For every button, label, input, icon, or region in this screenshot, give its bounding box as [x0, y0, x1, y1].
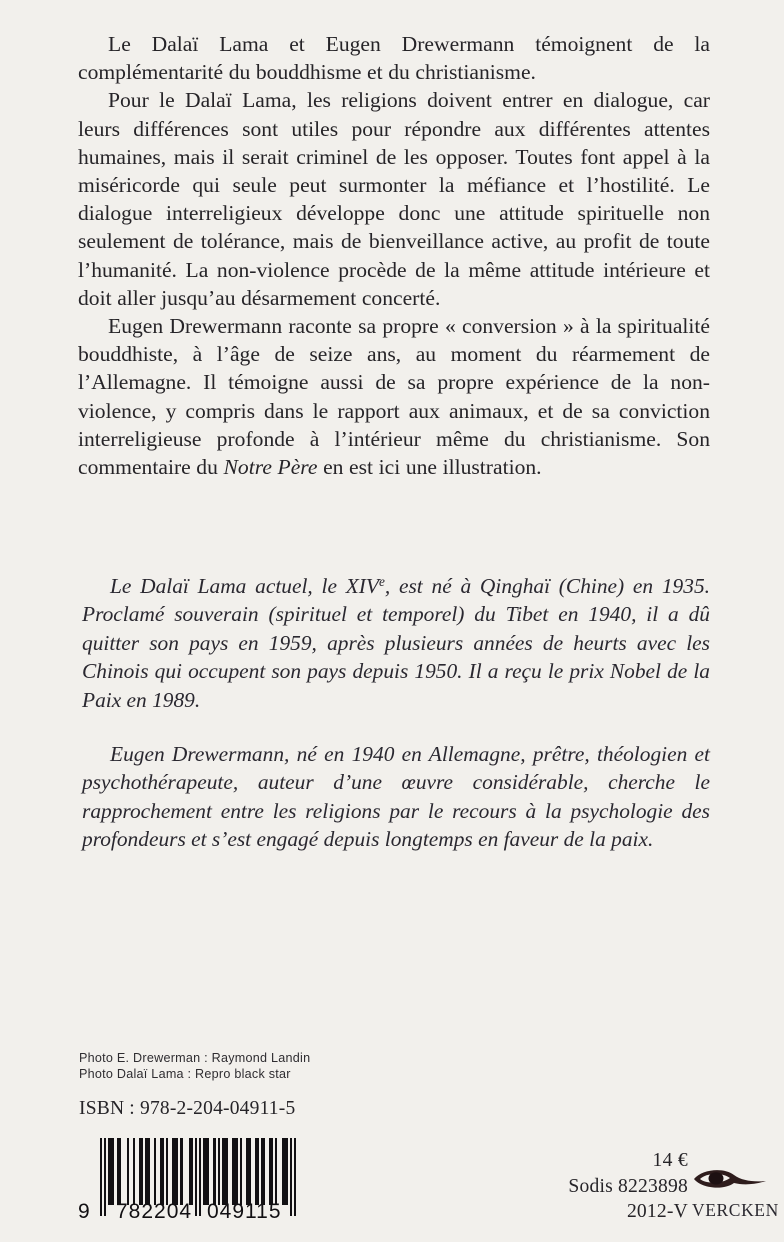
photo-credits — [79, 1050, 310, 1083]
biography-dalai-lama — [82, 572, 710, 714]
blurb-paragraph-3-text-after: en est ici une illustration. — [317, 455, 542, 480]
blurb-paragraph-3 — [78, 312, 710, 481]
sodis-code: Sodis 8223898 — [568, 1175, 688, 1197]
barcode-right-group: 049115 — [207, 1200, 282, 1223]
publisher-info — [568, 1148, 688, 1225]
imprint-name: VERCKEN — [692, 1200, 779, 1220]
ordinal-suffix: e — [378, 574, 385, 590]
barcode-digits — [78, 1200, 297, 1228]
ean13-barcode — [78, 1138, 297, 1234]
isbn-line: ISBN : 978-2-204-04911-5 — [79, 1098, 296, 1119]
biography-section — [82, 572, 710, 854]
edition-reference: 2012-V — [626, 1201, 688, 1223]
barcode-lead-digit: 9 — [78, 1200, 91, 1223]
blurb-paragraph-1: Le Dalaï Lama et Eugen Drewermann témoignent de la complémentarité du bouddhisme et du christianisme. — [78, 32, 710, 85]
biography-drewermann: Eugen Drewermann, né en 1940 en Allemagne, prêtre, théologien et psychothérapeute, auteur d’une œuvre considérable, cherche le rapprochement entre les religions par le recours à la psychologie des profondeurs et s’est engagé depuis longtemps en faveur de la paix. — [82, 742, 710, 852]
biography-dalai-lama-part2: , est né à Qinghaï (Chine) en 1935. Proclamé souverain (spirituel et temporel) du Tibet en 1940, il a dû quitter son pays en 1959, après plusieurs années de heurts avec les Chinois qui occupent son pays depuis 1950. Il a reçu le prix Nobel de la Paix en 1989. — [82, 574, 710, 712]
blurb-section — [78, 30, 710, 481]
price-label: 14 € — [652, 1150, 688, 1171]
photo-credit-dalai-lama: Photo Dalaï Lama : Repro black star — [79, 1067, 291, 1082]
eye-logo — [690, 1164, 768, 1194]
biography-dalai-lama-part1: Le Dalaï Lama actuel, le XIV — [110, 574, 379, 598]
work-title-notre-pere: Notre Père — [223, 455, 318, 480]
publisher-logo-block — [690, 1158, 778, 1230]
photo-credit-drewerman: Photo E. Drewerman : Raymond Landin — [79, 1051, 311, 1065]
blurb-paragraph-2: Pour le Dalaï Lama, les religions doivent entrer en dialogue, car leurs différences sont utiles pour répondre aux différentes attentes humaines, mais il serait criminel de les opposer. Toutes font appel à la miséricorde qui seule peut surmonter la méfiance et l’hostilité. Le dialogue interreligieux développe donc une attitude spirituelle non seulement de tolérance, mais de bienveillance active, au profit de toute l’humanité. La non-violence procède de la même attitude intérieure et doit aller jusqu’au désarmement concerté. — [78, 88, 710, 310]
barcode-left-group: 782204 — [116, 1200, 193, 1223]
blurb-paragraph-3-text-before: Eugen Drewermann raconte sa propre « conversion » à la spiritualité bouddhiste, à l’âge de seize ans, au moment du réarmement de l’Allemagne. Il témoigne aussi de sa propre expérience de la non-violence, y compris dans le rapport aux animaux, et de sa conviction interreligieuse profonde à l’intérieur même du christianisme. Son commentaire du — [78, 314, 710, 480]
